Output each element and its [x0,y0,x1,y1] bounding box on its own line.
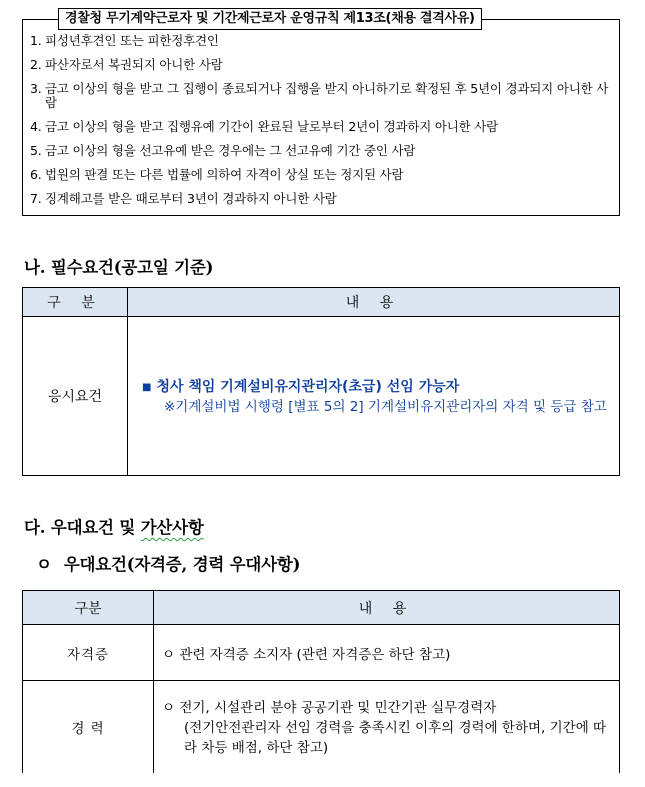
table-row [23,681,620,774]
section-heading-preferences [24,514,204,538]
list-item [30,82,614,110]
table-row [23,625,620,681]
requirement-note: ※기계설비법 시행령 [별표 5의 2] 기계설비유지관리자의 자격 및 등급 참고 [164,399,607,415]
list-item [30,58,614,72]
item-text: 징계해고를 받은 때로부터 3년이 경과하지 아니한 사람 [45,191,337,206]
item-number: 3. [30,81,42,96]
list-item [30,168,614,182]
header-content: 내 용 [154,591,620,625]
row-label-career: 경 력 [23,681,154,774]
requirement-main-text: 청사 책임 기계설비유지관리자(초급) 선임 가능자 [156,379,460,395]
row-label-certificate: 자격증 [23,625,154,681]
preferences-table [22,590,620,773]
circle-bullet-icon: ㅇ [162,700,176,716]
table-header-row [23,591,620,625]
requirement-content [128,317,620,476]
item-number: 7. [30,191,42,206]
item-text: 금고 이상의 형을 받고 그 집행이 종료되거나 집행을 받지 아니하기로 확정된 후 5년이 경과되지 아니한 사람 [45,81,609,110]
item-number: 5. [30,143,42,158]
sub-heading-text: 우대요건(자격증, 경력 우대사항) [63,555,301,574]
circle-bullet-icon: ㅇ [36,555,52,574]
disqualification-title: 경찰청 무기계약근로자 및 기간제근로자 운영규칙 제13조(채용 결격사유) [58,8,482,30]
item-text: 법원의 판결 또는 다른 법률에 의하여 자격이 상실 또는 정지된 사람 [45,167,404,182]
list-item [30,120,614,134]
item-text: 파산자로서 복권되지 아니한 사람 [45,57,223,72]
table-header-row [23,288,620,317]
item-text: 금고 이상의 형을 선고유예 받은 경우에는 그 선고유예 기간 중인 사람 [45,143,416,158]
certificate-text: 관련 자격증 소지자 (관련 자격증은 하단 참고) [179,646,451,663]
circle-bullet-icon: ㅇ [162,646,176,663]
header-category: 구 분 [23,288,128,317]
list-item [30,192,614,206]
heading-wavy-text: 가산사항 [140,518,204,537]
disqualification-list [30,34,614,216]
square-bullet-icon: ■ [142,382,152,393]
career-subtext: (전기안전관리자 선임 경력을 충족시킨 이후의 경력에 한하며, 기간에 따라 차등 배점, 하단 참고) [184,720,607,756]
item-number: 1. [30,33,42,48]
certificate-content [154,625,620,681]
item-number: 6. [30,167,42,182]
table-row [23,317,620,476]
header-category: 구분 [23,591,154,625]
header-content: 내 용 [128,288,620,317]
item-number: 2. [30,57,42,72]
sub-heading-preferences [36,551,300,575]
item-text: 피성년후견인 또는 피한정후견인 [45,33,219,48]
certificate-line [162,643,619,663]
heading-prefix: 다. 우대요건 및 [24,518,141,537]
row-label-eligibility: 응시요건 [23,317,128,476]
career-text: 전기, 시설관리 분야 공공기관 및 민간기관 실무경력자 [179,700,497,716]
requirement-main [142,376,619,396]
list-item [30,34,614,48]
item-number: 4. [30,119,42,134]
requirements-table [22,287,620,476]
disqualification-box [22,8,622,218]
career-content [154,681,620,774]
item-text: 금고 이상의 형을 받고 집행유예 기간이 완료된 날로부터 2년이 경과하지 아니한 사람 [45,119,499,134]
career-line [162,696,619,716]
list-item [30,144,614,158]
section-heading-requirements: 나. 필수요건(공고일 기준) [24,258,214,277]
